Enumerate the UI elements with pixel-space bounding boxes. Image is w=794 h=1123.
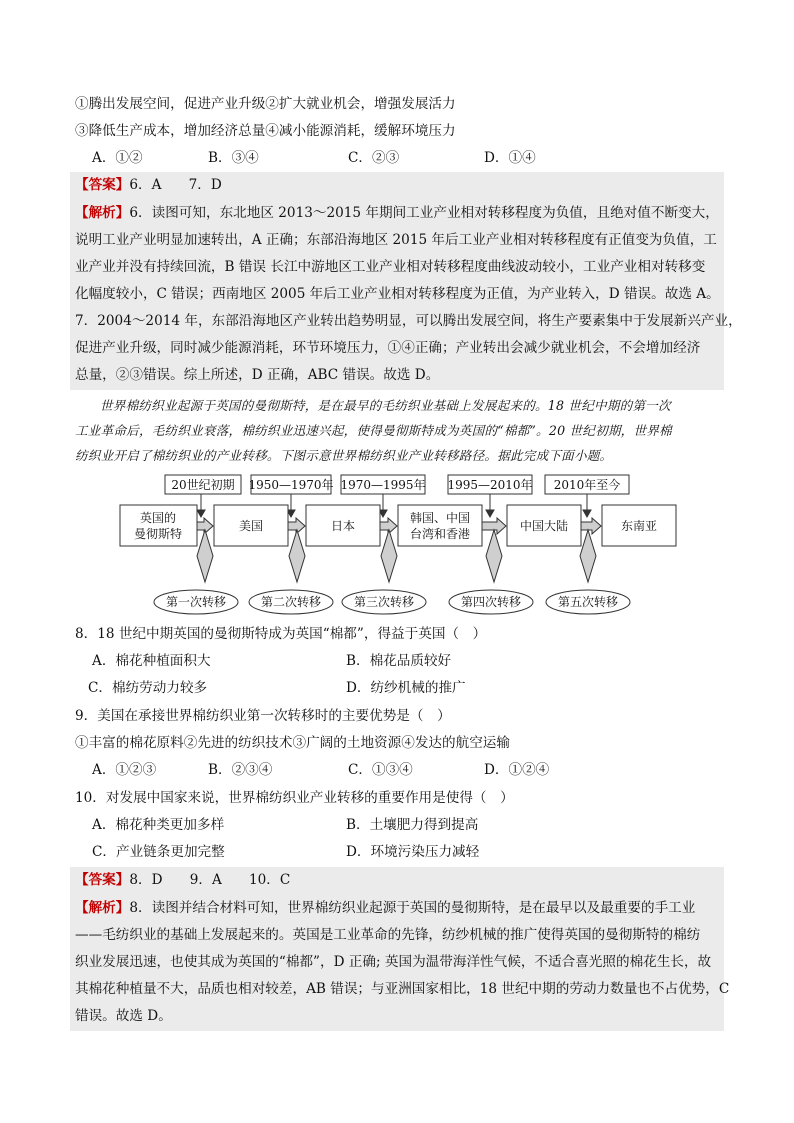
- q9-option-d[interactable]: D．①②④: [484, 762, 550, 778]
- transfer-path-diagram: [0, 470, 794, 620]
- svg-text:美国: 美国: [238, 519, 264, 533]
- svg-text:第四次转移: 第四次转移: [460, 595, 522, 609]
- q8-options-row-2: [88, 678, 688, 698]
- q8-option-a[interactable]: A．棉花种植面积大: [92, 653, 211, 669]
- svg-text:韩国、中国: 韩国、中国: [409, 511, 471, 525]
- analysis-line: [75, 898, 695, 918]
- q9-statement: ①丰富的棉花原料②先进的纺织技术③广阔的土地资源④发达的航空运输: [75, 735, 510, 751]
- svg-text:日本: 日本: [330, 519, 356, 533]
- svg-text:东南亚: 东南亚: [620, 519, 658, 533]
- answer-line-2: [75, 870, 290, 890]
- q7-option-c[interactable]: C．②③: [348, 150, 400, 166]
- intro-line: 工业革命后，毛纺织业衰落，棉纺织业迅速兴起，使得曼彻斯特成为英国的“棉都”。20 世纪初期，世界棉: [75, 423, 672, 438]
- q9-options: [92, 760, 692, 780]
- q10-options-row-1: [92, 815, 692, 835]
- svg-text:2010年至今: 2010年至今: [553, 478, 621, 492]
- svg-text:第一次转移: 第一次转移: [165, 595, 227, 609]
- q7-option-d[interactable]: D．①④: [484, 150, 536, 166]
- region-box: [214, 505, 288, 546]
- transfer-label: [249, 590, 333, 614]
- q8-option-c[interactable]: C．棉纺劳动力较多: [88, 680, 208, 696]
- answer-line-1: [75, 175, 222, 195]
- answer-label: 【答案】: [75, 872, 130, 888]
- analysis-text: 8．读图并结合材料可知，世界棉纺织业起源于英国的曼彻斯特，是在最早以及最重要的手工业: [129, 900, 696, 916]
- analysis-line: 化幅度较小，C 错误；西南地区 2005 年后工业产业相对转移程度为正值，为产业转入，D 错误。故选 A。: [75, 286, 720, 302]
- q8-option-d[interactable]: D．纺纱机械的推广: [346, 680, 466, 696]
- analysis-label: 【解析】: [75, 205, 130, 221]
- answer-text: 8．D 9．A 10．C: [129, 872, 291, 888]
- answer-label: 【答案】: [75, 177, 130, 193]
- region-box: [398, 505, 482, 546]
- q7-statement-2: ③降低生产成本，增加经济总量④减小能源消耗，缓解环境压力: [75, 123, 456, 139]
- transfer-label: [449, 590, 533, 614]
- q10-option-a[interactable]: A．棉花种类更加多样: [92, 817, 225, 833]
- svg-text:第五次转移: 第五次转移: [557, 595, 619, 609]
- q10-stem: 10．对发展中国家来说，世界棉纺织业产业转移的重要作用是使得（ ）: [75, 790, 514, 806]
- analysis-label: 【解析】: [75, 900, 130, 916]
- analysis-text: 6．读图可知，东北地区 2013～2015 年期间工业产业相对转移程度为负值，且绝对值不断变大，: [129, 205, 719, 221]
- q9-stem: 9．美国在承接世界棉纺织业第一次转移时的主要优势是（ ）: [75, 708, 451, 724]
- analysis-line: 促进产业升级，同时减少能源消耗，环节环境压力，①④正确；产业转出会减少就业机会，不会增加经济: [75, 340, 701, 356]
- q9-option-c[interactable]: C．①③④: [348, 762, 413, 778]
- q8-option-b[interactable]: B．棉花品质较好: [346, 653, 452, 669]
- q8-options-row-1: [92, 651, 692, 671]
- svg-text:1950—1970年: 1950—1970年: [248, 478, 334, 492]
- region-box: [306, 505, 380, 546]
- svg-text:曼彻斯特: 曼彻斯特: [133, 527, 183, 541]
- region-box: [602, 505, 676, 546]
- q7-option-a[interactable]: A．①②: [92, 150, 143, 166]
- q9-option-a[interactable]: A．①②③: [92, 762, 157, 778]
- q7-statement-1: ①腾出发展空间，促进产业升级②扩大就业机会，增强发展活力: [75, 96, 456, 112]
- q7-option-b[interactable]: B．③④: [208, 150, 259, 166]
- analysis-line: 其棉花种植量不大，品质也相对较差，AB 错误；与亚洲国家相比，18 世纪中期的劳动力数量也不占优势，C: [75, 981, 730, 997]
- analysis-line: 7．2004～2014 年，东部沿海地区产业转出趋势明显，可以腾出发展空间，将生产要素集中于发展新兴产业，: [75, 313, 742, 329]
- analysis-line: 总量，②③错误。综上所述，D 正确，ABC 错误。故选 D。: [75, 367, 440, 383]
- q9-option-b[interactable]: B．②③④: [208, 762, 273, 778]
- analysis-line: 织业发展迅速，也使其成为英国的“棉都”，D 正确; 英国为温带海洋性气候，不适合喜光照的棉花生长，故: [75, 954, 712, 970]
- intro-line: 纺织业开启了棉纺织业的产业转移。下图示意世界棉纺织业产业转移路径。据此完成下面小题。: [75, 448, 613, 463]
- q10-option-d[interactable]: D．环境污染压力减轻: [346, 844, 480, 860]
- q7-options: [92, 148, 692, 168]
- analysis-line: [75, 203, 719, 223]
- svg-text:台湾和香港: 台湾和香港: [409, 527, 471, 541]
- transfer-label: [154, 590, 238, 614]
- transfer-label: [342, 590, 426, 614]
- answer-analysis-block-2: [70, 867, 730, 1031]
- q8-stem: 8．18 世纪中期英国的曼彻斯特成为英国“棉都”，得益于英国（ ）: [75, 626, 487, 642]
- svg-text:1995—2010年: 1995—2010年: [447, 478, 533, 492]
- svg-text:1970—1995年: 1970—1995年: [340, 478, 426, 492]
- analysis-line: 业产业并没有持续回流，B 错误 长江中游地区工业产业相对转移程度曲线波动较小，工业产业相对转移变: [75, 259, 706, 275]
- q10-option-b[interactable]: B．土壤肥力得到提高: [346, 817, 479, 833]
- analysis-line: 说明工业产业明显加速转出，A 正确；东部沿海地区 2015 年后工业产业相对转移程度有正值变为负值，工: [75, 232, 717, 248]
- answer-analysis-block-1: [70, 172, 742, 390]
- intro-line: 世界棉纺织业起源于英国的曼彻斯特，是在最早的毛纺织业基础上发展起来的。18 世纪中期的第一次: [100, 398, 671, 413]
- q10-option-c[interactable]: C．产业链条更加完整: [92, 844, 225, 860]
- transfer-label: [546, 590, 630, 614]
- region-box: [507, 505, 581, 546]
- answer-text: 6．A 7．D: [129, 177, 222, 193]
- svg-text:中国大陆: 中国大陆: [519, 519, 569, 533]
- analysis-line: ——毛纺织业的基础上发展起来的。英国是工业革命的先锋，纺纱机械的推广使得英国的曼彻斯特的棉纺: [75, 927, 701, 943]
- analysis-line: 错误。故选 D。: [75, 1008, 172, 1024]
- svg-text:第二次转移: 第二次转移: [260, 595, 322, 609]
- region-box: [120, 505, 197, 546]
- svg-text:20世纪初期: 20世纪初期: [171, 478, 235, 492]
- q10-options-row-2: [92, 842, 692, 862]
- svg-text:英国的: 英国的: [139, 511, 177, 525]
- svg-text:第三次转移: 第三次转移: [353, 595, 415, 609]
